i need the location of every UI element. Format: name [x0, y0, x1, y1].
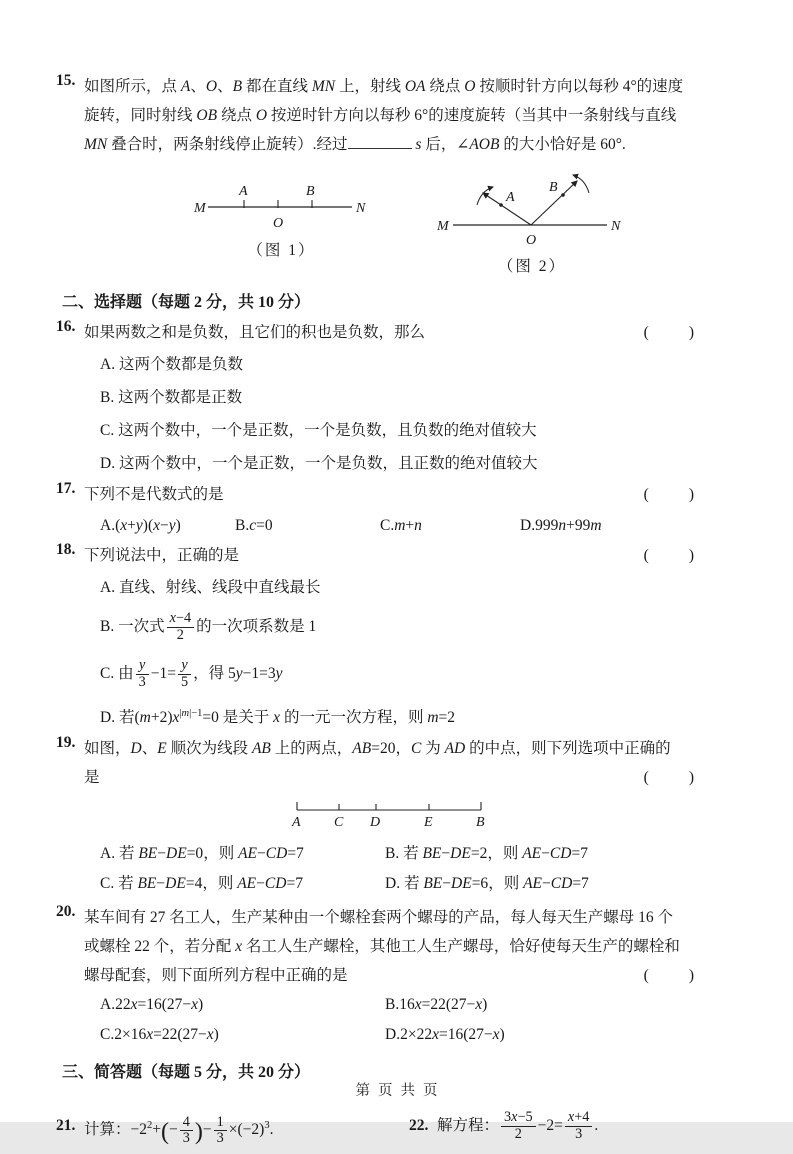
answer-parens: ( ) — [643, 769, 695, 787]
option-a: A.(x+y)(x−y) — [100, 517, 181, 534]
fig2-label-N: N — [611, 219, 621, 234]
fig1-label-A: A — [239, 184, 248, 199]
option-b: B.c=0 — [235, 517, 273, 534]
question-18-options — [100, 571, 737, 734]
question-16-stem — [84, 318, 737, 348]
question-20-line-1: 某车间有 27 名工人，生产某种由一个螺栓套两个螺母的产品，每人每天生产螺母 16 个 — [84, 909, 674, 927]
question-21-body: 计算：$-2^2+(-$ $\frac{4}{3}$ )− $\frac{1}{3}$ $\times(-2)^3$. — [84, 1113, 274, 1147]
answer-parens: ( ) — [643, 486, 695, 503]
option-d: D. 若$(m+2)x^{|m|-1}=0$ 是关于 x 的一元一次方程，则 m=2 — [100, 708, 456, 727]
figure-1-caption: （图 1） — [247, 242, 316, 259]
question-21 — [56, 1102, 409, 1154]
figure-2-svg — [437, 169, 627, 251]
option-b: B. 一次式 $\frac{x-4}{2}$ 的一次项系数是 1 — [100, 610, 317, 643]
question-22-number: 22. — [409, 1117, 429, 1135]
question-22-body: 解方程： $\frac{3x-5}{2}$ −2= $\frac{x+4}{3}$ . — [437, 1109, 599, 1143]
question-16-number: 16. — [56, 318, 76, 335]
figure-1 — [194, 169, 369, 278]
section-3-heading: 三、简答题（每题 5 分，共 20 分） — [62, 1064, 311, 1082]
option-c: C. 由 $\frac{y}{3}$ −1= $\frac{y}{5}$ ，得 5y−1=3y — [100, 657, 283, 690]
question-19-line-2 — [84, 763, 737, 792]
question-20-options-row-1 — [100, 990, 737, 1020]
figure-19 — [289, 798, 737, 837]
question-17-stem — [84, 480, 737, 510]
question-20-options-row-2 — [100, 1020, 737, 1050]
fig19-label-B: B — [476, 815, 485, 831]
question-15-line-1: 如图所示，点 A、O、B 都在直线 MN 上，射线 OA 绕点 O 按顺时针方向以每秒 4°的速度 — [84, 78, 684, 95]
answer-parens: ( ) — [643, 967, 695, 985]
option-b: B. 这两个数都是正数 — [100, 389, 243, 406]
section-2-heading: 二、选择题（每题 2 分，共 10 分） — [62, 294, 311, 311]
answer-parens: ( ) — [643, 547, 695, 564]
fig2-label-O: O — [526, 233, 537, 248]
question-20-line-2: 或螺栓 22 个，若分配 x 名工人生产螺栓，其他工人生产螺母，恰好使每天生产的螺栓和 — [84, 938, 680, 956]
question-16-options — [100, 348, 737, 480]
figure-1-svg — [194, 169, 369, 235]
question-18-stem — [84, 541, 737, 571]
fig19-label-D: D — [370, 815, 381, 831]
question-18-number: 18. — [56, 541, 76, 558]
question-15-line-2: 旋转，同时射线 OB 绕点 O 按逆时针方向以每秒 6°的速度旋转（当其中一条射线与直线 — [84, 107, 677, 124]
question-20 — [56, 903, 737, 1050]
question-19-options-row-2 — [100, 869, 737, 899]
fig2-label-A: A — [506, 190, 515, 205]
option-a: A. 直线、射线、线段中直线最长 — [100, 579, 321, 596]
fig2-label-M: M — [437, 219, 449, 234]
question-21-number: 21. — [56, 1117, 76, 1135]
option-d: D.2×22x=16(27−x) — [385, 1026, 505, 1044]
page-footer: 第页共页 — [355, 1083, 446, 1099]
option-d: D.999n+99m — [520, 517, 602, 534]
question-15 — [56, 72, 737, 278]
question-20-line-3-text: 螺母配套，则下面所列方程中正确的是 — [84, 967, 348, 985]
question-19-line-1: 如图，D、E 顺次为线段 AB 上的两点，AB=20，C 为 AD 的中点，则下列选项中正确的 — [84, 740, 671, 758]
question-17 — [56, 480, 737, 541]
figure-2 — [437, 169, 627, 278]
option-b: B.16x=22(27−x) — [385, 996, 488, 1014]
fig2-label-B: B — [549, 180, 558, 195]
option-d: D. 若 BE−DE=6，则 AE−CD=7 — [385, 875, 589, 893]
question-16-stem-text: 如果两数之和是负数，且它们的积也是负数，那么 — [84, 324, 426, 341]
question-16 — [56, 318, 737, 480]
question-19-line-2-text: 是 — [84, 769, 100, 787]
short-answer-row — [56, 1102, 737, 1154]
fig19-label-E: E — [424, 815, 433, 831]
question-18 — [56, 541, 737, 734]
question-20-number: 20. — [56, 903, 76, 921]
option-d: D. 这两个数中，一个是正数，一个是负数，且正数的绝对值较大 — [100, 455, 538, 472]
fig1-label-B: B — [306, 184, 315, 199]
option-c: C. 这两个数中，一个是正数，一个是负数，且负数的绝对值较大 — [100, 422, 537, 439]
question-18-stem-text: 下列说法中，正确的是 — [84, 547, 240, 564]
option-c: C.m+n — [380, 517, 422, 534]
fig1-label-N: N — [356, 201, 366, 216]
fig1-label-O: O — [273, 216, 284, 231]
option-a: A.22x=16(27−x) — [100, 996, 204, 1014]
option-a: A. 若 BE−DE=0，则 AE−CD=7 — [100, 845, 304, 863]
figure-19-svg — [289, 798, 489, 832]
question-19-number: 19. — [56, 734, 76, 752]
fig1-label-M: M — [194, 201, 206, 216]
option-b: B. 若 BE−DE=2，则 AE−CD=7 — [385, 845, 588, 863]
question-19-options-row-1 — [100, 839, 737, 869]
question-15-line-3: MN 叠合时，两条射线停止旋转）.经过 s 后，∠AOB 的大小恰好是 60°. — [84, 130, 737, 159]
question-15-figures — [194, 169, 737, 278]
fig19-label-A: A — [292, 815, 301, 831]
figure-2-caption: （图 2） — [497, 258, 567, 275]
question-17-stem-text: 下列不是代数式的是 — [84, 486, 224, 503]
answer-parens: ( ) — [643, 324, 695, 341]
question-19 — [56, 734, 737, 899]
option-a: A. 这两个数都是负数 — [100, 356, 243, 373]
question-17-options — [100, 510, 737, 541]
question-22 — [409, 1102, 598, 1154]
question-17-number: 17. — [56, 480, 76, 497]
fig19-label-C: C — [334, 815, 344, 831]
question-15-number: 15. — [56, 72, 76, 89]
option-c: C. 若 BE−DE=4，则 AE−CD=7 — [100, 875, 303, 893]
section-2 — [56, 288, 737, 318]
option-c: C.2×16x=22(27−x) — [100, 1026, 219, 1044]
question-20-line-3 — [84, 961, 737, 990]
